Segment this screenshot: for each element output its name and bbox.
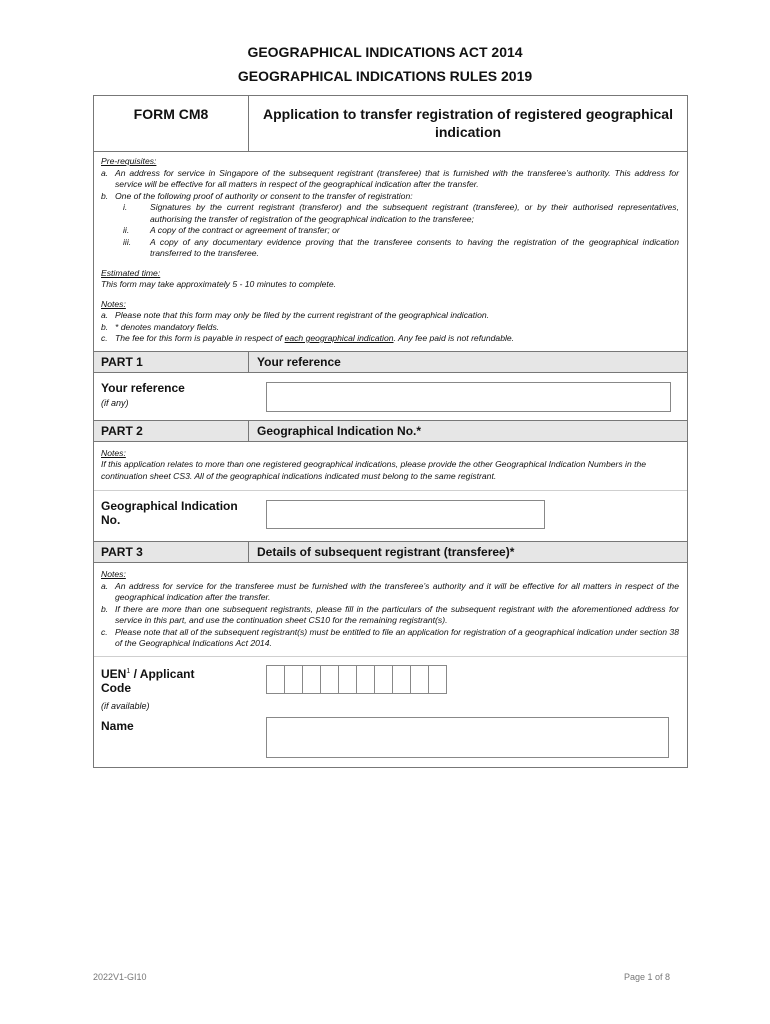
page-number: Page 1 of 8: [623, 972, 670, 982]
form-title: Application to transfer registration of registered geographical indication: [263, 106, 673, 140]
version-code: 2022V1-GI10: [93, 972, 147, 982]
part1-header: [94, 351, 687, 373]
part3-title: Details of subsequent registrant (transferee)*: [257, 545, 515, 559]
gi-number-row: [94, 490, 687, 541]
gi-number-label: Geographical Indication No.: [101, 499, 238, 527]
part2-notes: [94, 442, 687, 491]
part3-label: PART 3: [94, 542, 249, 562]
uen-label: UEN$^1$ / Applicant Code: [101, 666, 195, 695]
form-container: [93, 95, 688, 768]
your-reference-row: [94, 373, 687, 420]
gi-number-input[interactable]: [266, 500, 545, 529]
your-reference-label: Your reference: [101, 380, 185, 395]
fee-emphasis: each geographical indication: [284, 333, 394, 343]
note-item: b. * denotes mandatory fields.: [101, 321, 220, 332]
prerequisite-subitem: i. Signatures by the current registrant (transferor) and the subsequent registrant (transferee), or by their authorised representatives, authorising the transfer of registration of the geographical indication to the transferee;: [123, 202, 679, 224]
note-item: c. The fee for this form is payable in respect of each geographical indication. Any fee paid is not refundable.: [101, 333, 515, 343]
part1-label: PART 1: [94, 352, 249, 372]
estimated-time-heading: Estimated time:: [101, 267, 161, 278]
notes-heading: Notes:: [101, 298, 126, 309]
uen-input-cells[interactable]: [266, 665, 447, 694]
part2-title: Geographical Indication No.*: [257, 423, 422, 438]
part2-header: [94, 420, 687, 442]
part2-notes-text: If this application relates to more than one registered geographical indications, please provide the other Geographical Indication Numbers in the continuation sheet CS3. All of the geographical indications indicated must belong to the same registrant.: [101, 459, 647, 481]
part2-notes-heading: Notes:: [101, 447, 126, 458]
name-label: Name: [101, 718, 134, 733]
note-item: a. Please note that this form may only be filed by the current registrant of the geographical indication.: [101, 310, 490, 320]
uen-row: [94, 656, 687, 715]
part3-note-item: b. If there are more than one subsequent registrants, please fill in the particulars of the subsequent registrant with the aforementioned address for service in this part, and use the continuation sheet CS10 for the remaining registrant(s).: [101, 603, 679, 625]
part3-header: [94, 541, 687, 563]
prerequisites-heading: Pre-requisites:: [101, 156, 157, 166]
part3-note-item: a. An address for service for the transferee must be furnished with the transferee’s authority and it will be effective for all matters in respect of the geographical indication after the transfer.: [101, 580, 679, 602]
uen-hint: (if available): [101, 700, 150, 711]
your-reference-input[interactable]: [266, 382, 671, 412]
estimated-time-text: This form may take approximately 5 - 10 minutes to complete.: [101, 279, 336, 289]
rules-title: GEOGRAPHICAL INDICATIONS RULES 2019: [237, 68, 533, 84]
form-code: FORM CM8: [94, 96, 249, 151]
instructions: [94, 152, 687, 351]
part2-label: PART 2: [94, 421, 249, 441]
part1-title: Your reference: [257, 354, 341, 369]
prerequisite-item: a. An address for service in Singapore of the subsequent registrant (transferee) that is furnished with the transferee’s authority. This address for service will be effective for all matters in respect of the geographical indication after the transfer.: [101, 167, 679, 189]
prerequisite-subitem: ii. A copy of the contract or agreement of transfer; or: [123, 225, 340, 235]
uen-footnote-marker: 1: [126, 667, 131, 675]
part3-notes: [94, 563, 687, 656]
form-title-row: [94, 96, 687, 152]
name-row: [94, 715, 687, 767]
act-title: GEOGRAPHICAL INDICATIONS ACT 2014: [247, 44, 523, 60]
part3-note-item: c. Please note that all of the subsequent registrant(s) must be entitled to file an application for registration of a geographical indication under section 38 of the Geographical Indications Act 2014.: [101, 626, 679, 648]
prerequisite-item: b. One of the following proof of authority or consent to the transfer of registration:: [101, 190, 413, 201]
your-reference-hint: (if any): [101, 397, 129, 408]
part3-notes-heading: Notes:: [101, 569, 126, 579]
name-input[interactable]: [266, 717, 669, 758]
prerequisite-subitem: iii. A copy of any documentary evidence proving that the transferee consents to having the registration of the geographical indication transferred to the transferee.: [123, 236, 679, 258]
